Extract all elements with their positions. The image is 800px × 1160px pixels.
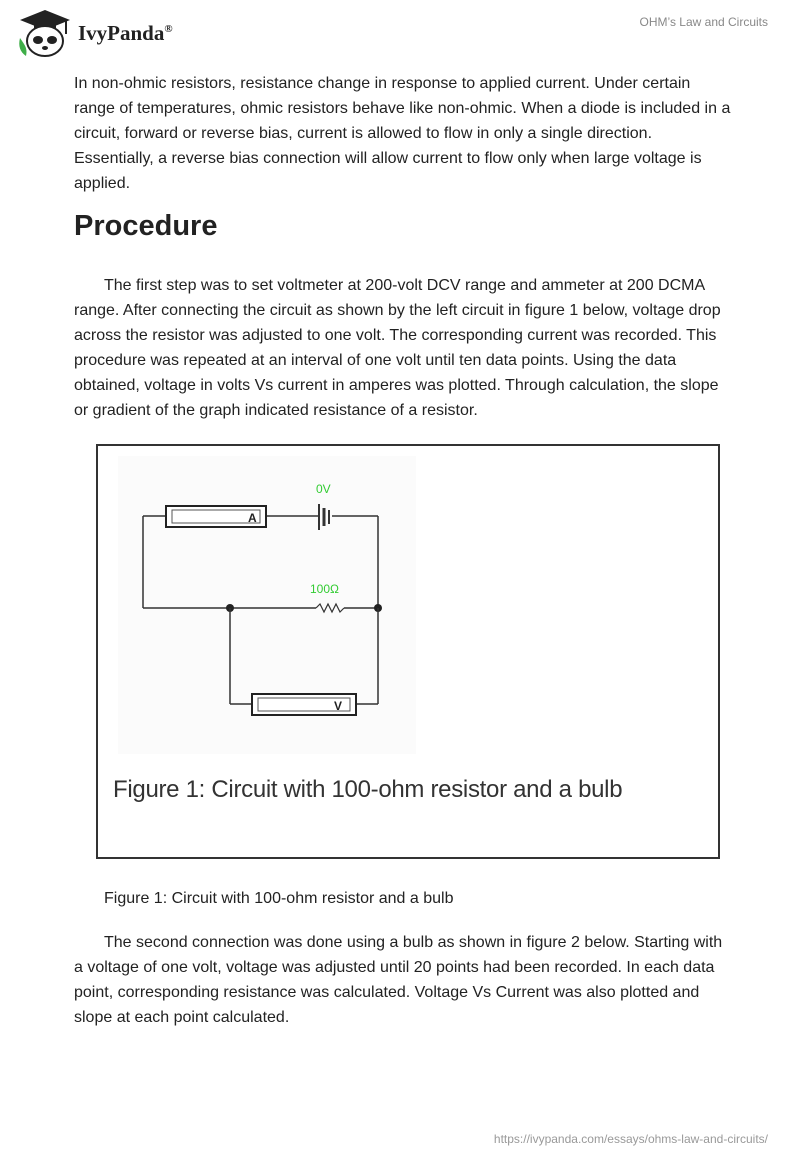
battery-label: 0V bbox=[316, 482, 331, 496]
resistor-label: 100Ω bbox=[310, 582, 339, 596]
procedure-paragraph-1: The first step was to set voltmeter at 200-volt DCV range and ammeter at 200 DCMA range. After connecting the circuit as shown by the left circuit in figure 1 below, voltage drop across the resistor was adjusted to one volt. The corresponding current was recorded. This procedure was repeated at an interval of one volt until ten data points. Using the data obtained, voltage in volts Vs current in amperes was plotted. Through calculation, the slope or gradient of the graph indicated resistance of a resistor. bbox=[74, 277, 721, 419]
brand-name[interactable]: IvyPanda® bbox=[78, 21, 173, 45]
voltmeter bbox=[252, 694, 356, 715]
panda-logo-icon[interactable] bbox=[14, 8, 76, 60]
circuit-figure bbox=[96, 444, 720, 859]
intro-paragraph-block bbox=[74, 71, 734, 196]
page-header bbox=[0, 0, 800, 70]
figure-embedded-caption: Figure 1: Circuit with 100-ohm resistor and a bulb bbox=[113, 776, 623, 803]
voltmeter-label: V bbox=[334, 699, 343, 713]
figure-caption: Figure 1: Circuit with 100-ohm resistor and a bulb bbox=[104, 890, 454, 907]
procedure-paragraph-block bbox=[74, 273, 734, 423]
procedure-paragraph-block-2 bbox=[74, 930, 734, 1030]
ammeter-label: A bbox=[248, 511, 257, 525]
ammeter bbox=[166, 506, 266, 527]
procedure-paragraph-2: The second connection was done using a bulb as shown in figure 2 below. Starting with a voltage of one volt, voltage was adjusted until 20 points had been recorded. In each data point, corresponding resistance was calculated. Voltage Vs Current was also plotted and slope at each point calculated. bbox=[74, 934, 723, 1026]
document-title: OHM’s Law and Circuits bbox=[639, 15, 768, 29]
intro-paragraph: In non-ohmic resistors, resistance change in response to applied current. Under certain range of temperatures, ohmic resistors behave like non-ohmic. When a diode is included in a circuit, forward or reverse bias, current is allowed to flow in only a single direction. Essentially, a reverse bias connection will allow current to flow only when large voltage is applied. bbox=[74, 75, 731, 192]
source-url[interactable]: https://ivypanda.com/essays/ohms-law-and-circuits/ bbox=[493, 1132, 768, 1146]
section-heading-procedure: Procedure bbox=[74, 210, 218, 242]
